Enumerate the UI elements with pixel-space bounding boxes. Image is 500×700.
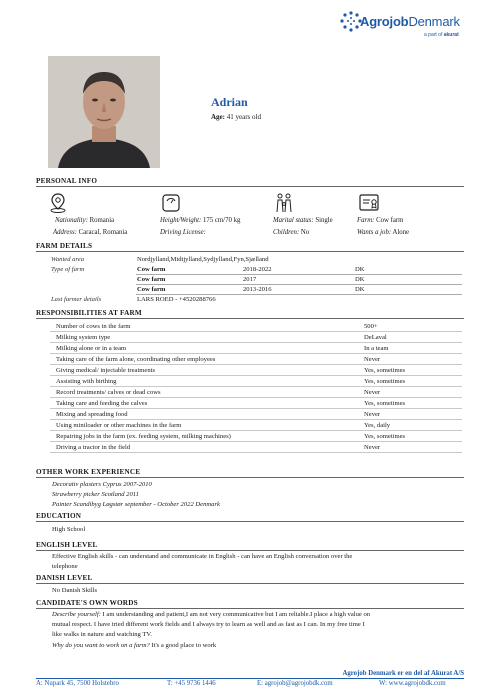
logo-star-icon — [340, 10, 362, 34]
table-row: Repairing jobs in the farm (ex. feeding system, milking machines) Yes, sometimes — [50, 432, 462, 442]
section-title-candidate-words: CANDIDATE'S OWN WORDS — [36, 599, 138, 607]
marital-status-field: Marital status: Single — [273, 217, 333, 224]
danish-level-value: No Danish Skills — [52, 587, 98, 594]
farm-field: Farm: Cow farm — [357, 217, 404, 224]
farm-type: Cow farm — [137, 286, 166, 293]
type-of-farm-label: Type of farm — [51, 266, 85, 273]
portrait-image — [48, 56, 160, 168]
section-title-english: ENGLISH LEVEL — [36, 541, 98, 549]
scale-icon — [160, 192, 182, 214]
farm-type: Cow farm — [137, 266, 166, 273]
divider — [36, 583, 464, 584]
divider — [136, 294, 462, 295]
divider — [36, 186, 464, 187]
farm-years: 2018-2022 — [243, 266, 272, 273]
candidate-age: Age: 41 years old — [211, 113, 261, 121]
farm-years: 2013-2016 — [243, 286, 272, 293]
section-title-personal-info: PERSONAL INFO — [36, 177, 98, 185]
education-value: High School — [52, 526, 86, 533]
table-row: Milking alone or in a team In a team — [50, 344, 462, 354]
divider — [136, 274, 462, 275]
table-row: Giving medical/ injectable treatments Yes, sometimes — [50, 366, 462, 376]
table-row: Record treatments/ calves or dead cows Never — [50, 388, 462, 398]
footer-email[interactable]: E: agrojob@agrojobdk.com — [257, 680, 333, 687]
candidate-name: Adrian — [211, 95, 248, 109]
footer-divider — [36, 678, 464, 679]
footer-phone[interactable]: T: +45 9736 1446 — [167, 680, 216, 687]
height-weight-field: Height/Weight: 175 cm/70 kg — [160, 217, 241, 224]
table-row: Milking system type DeLaval — [50, 333, 462, 343]
children-field: Children: No — [273, 229, 310, 236]
table-row: Mixing and spreading food Never — [50, 410, 462, 420]
table-row: Number of cows in the farm 500+ — [50, 322, 462, 332]
english-level-line-2: telephone — [52, 563, 78, 570]
divider — [36, 477, 464, 478]
family-icon — [273, 192, 295, 214]
logo-tagline: a part of akurat — [424, 32, 459, 38]
last-farmer-label: Last farmer details — [51, 296, 102, 303]
wanted-area-label: Wanted area — [51, 256, 85, 263]
section-title-education: EDUCATION — [36, 512, 82, 520]
divider — [36, 521, 464, 522]
agrojob-logo — [340, 10, 490, 50]
table-row: Driving a tractor in the field Never — [50, 443, 462, 453]
section-title-responsibilities: RESPONSIBILITIES AT FARM — [36, 309, 142, 317]
map-pin-icon — [47, 192, 69, 214]
last-farmer-value: LARS ROED - +4520288766 — [137, 296, 216, 303]
divider — [36, 608, 464, 609]
logo-wordmark: AgrojobDenmark — [360, 14, 460, 29]
farm-country: DK — [355, 286, 365, 293]
list-item: Decorativ plasters Cyprus 2007-2010 — [52, 481, 152, 488]
divider — [36, 550, 464, 551]
table-row: Taking care of the farm alone, coordinating other employees Never — [50, 355, 462, 365]
farm-certificate-icon — [358, 192, 380, 214]
footer-address: A: Nupark 45, 7500 Holstebro — [36, 680, 119, 687]
address-field: Address: Caracal, Romania — [53, 229, 128, 236]
section-title-farm-details: FARM DETAILS — [36, 242, 93, 250]
table-row: Taking care and feeding the calves Yes, sometimes — [50, 399, 462, 409]
english-level-line-1: Effective English skills - can understand and communicate in English - can have an English conversation over the — [52, 553, 353, 560]
divider — [136, 284, 462, 285]
list-item: Strawberry picker Scotland 2011 — [52, 491, 139, 498]
farm-country: DK — [355, 266, 365, 273]
candidate-photo — [48, 56, 160, 168]
section-title-danish: DANISH LEVEL — [36, 574, 93, 582]
wanted-area-value: Nordjylland,Midtjylland,Sydjylland,Fyn,Sjælland — [137, 256, 269, 263]
list-item: Painter Scandibyg Løgstør september - October 2022 Denmark — [52, 501, 220, 508]
footer-website[interactable]: W: www.agrojobdk.com — [379, 680, 446, 687]
farm-years: 2017 — [243, 276, 257, 283]
section-title-other-work: OTHER WORK EXPERIENCE — [36, 468, 141, 476]
farm-type: Cow farm — [137, 276, 166, 283]
farm-country: DK — [355, 276, 365, 283]
footer-company: Agrojob Denmark er en del af Akurat A/S — [342, 670, 464, 677]
table-row: Assisting with birthing Yes, sometimes — [50, 377, 462, 387]
wants-job-field: Wants a job: Alone — [357, 229, 410, 236]
nationality-field: Nationality: Romania — [55, 217, 115, 224]
divider — [36, 251, 464, 252]
candidate-description: Describe yourself: I am understanding and patient,I am not very communicative but I am reliable.I place a high value on mutual respect. I have tried different work fields and I always try to learn as well and as fast as I can. In my free time I like walks in nature and watching TV. Why do you want to work on a farm? It's a good place to work — [52, 611, 371, 649]
divider — [36, 318, 464, 319]
driving-license-field: Driving License: — [160, 229, 206, 236]
table-row: Using miniloader or other machines in the farm Yes, daily — [50, 421, 462, 431]
